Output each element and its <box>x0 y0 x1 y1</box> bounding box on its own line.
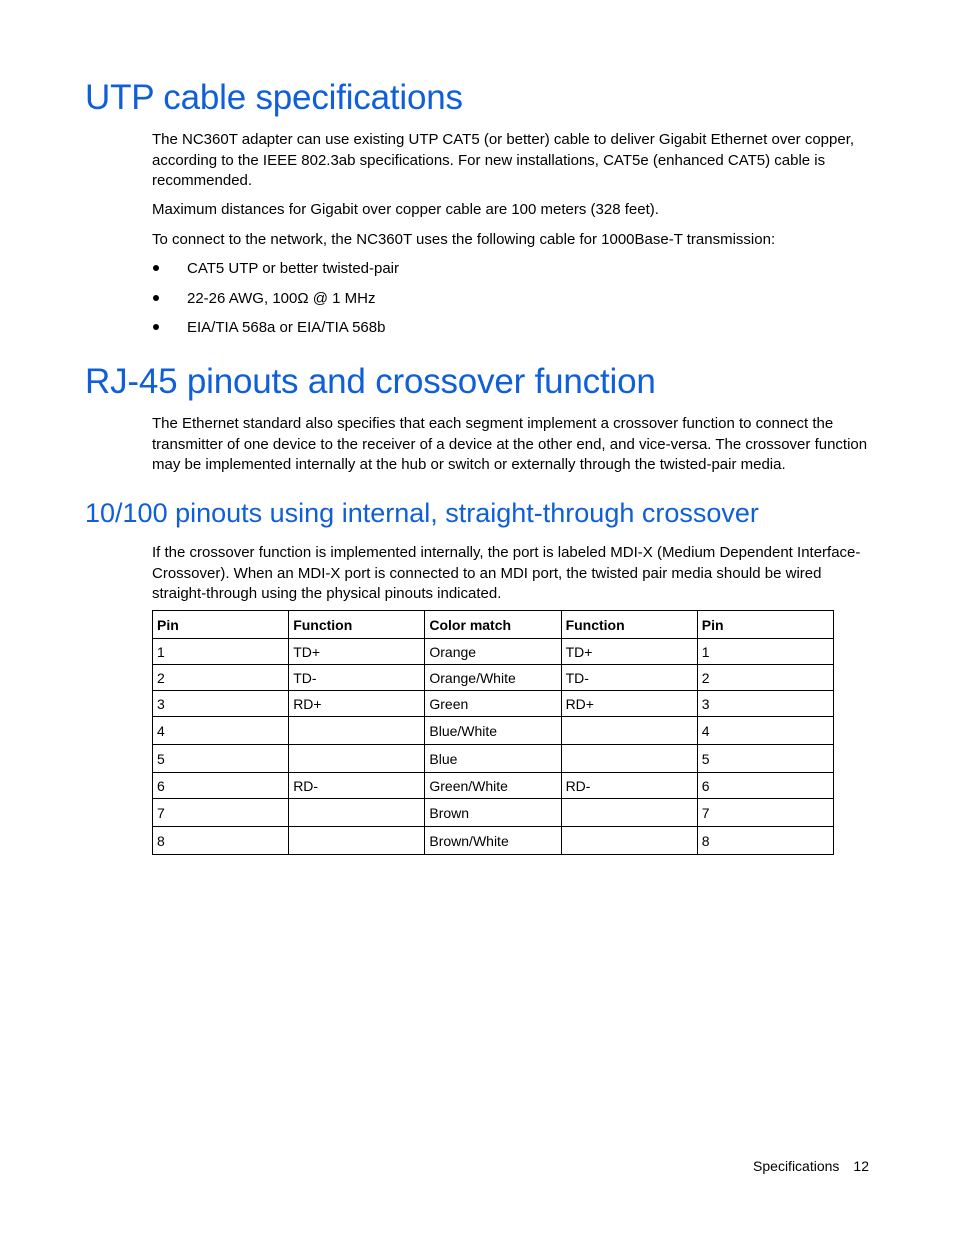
list-item <box>152 288 399 318</box>
table-cell: Green/White <box>425 773 561 799</box>
footer-section-label: Specifications <box>753 1158 840 1174</box>
bullet-icon <box>153 295 159 301</box>
table-cell: Blue/White <box>425 717 561 745</box>
table-cell <box>561 799 697 827</box>
table-row <box>153 799 834 827</box>
table-row <box>153 691 834 717</box>
column-header-function: Function <box>561 611 697 639</box>
table-cell: 7 <box>697 799 833 827</box>
list-item-text: CAT5 UTP or better twisted-pair <box>187 260 400 277</box>
table-cell <box>289 799 425 827</box>
list-item <box>152 258 399 288</box>
table-cell: TD- <box>289 665 425 691</box>
table-cell: 1 <box>697 639 833 665</box>
table-cell: 2 <box>153 665 289 691</box>
table-cell: Brown/White <box>425 827 561 855</box>
table-cell: RD- <box>561 773 697 799</box>
table-cell: 3 <box>697 691 833 717</box>
table-cell: Orange/White <box>425 665 561 691</box>
table-cell: TD+ <box>561 639 697 665</box>
page-footer <box>753 1158 869 1174</box>
list-item-text: EIA/TIA 568a or EIA/TIA 568b <box>187 319 386 336</box>
table-cell: Orange <box>425 639 561 665</box>
bullet-icon <box>153 324 159 330</box>
table-row <box>153 773 834 799</box>
table-cell: 4 <box>697 717 833 745</box>
column-header-function: Function <box>289 611 425 639</box>
table-cell <box>561 827 697 855</box>
table-row <box>153 717 834 745</box>
table-row <box>153 745 834 773</box>
pinouts-paragraph: If the crossover function is implemented internally, the port is labeled MDI-X (Medium Dependent Interface-Crossover). When an MDI-X port is connected to an MDI port, the twisted pair media should be wired straight-through using the physical pinouts indicated. <box>152 544 861 602</box>
table-cell: TD- <box>561 665 697 691</box>
list-item-text: 22-26 AWG, 100Ω @ 1 MHz <box>187 289 376 307</box>
table-cell: RD+ <box>289 691 425 717</box>
page-number: 12 <box>853 1158 869 1174</box>
pinout-table <box>152 610 834 855</box>
table-cell: 8 <box>153 827 289 855</box>
table-cell: 6 <box>153 773 289 799</box>
table-cell: Brown <box>425 799 561 827</box>
rj45-heading: RJ-45 pinouts and crossover function <box>85 362 656 401</box>
column-header-pin: Pin <box>697 611 833 639</box>
table-cell: 8 <box>697 827 833 855</box>
list-item <box>152 317 399 347</box>
utp-paragraph-2: Maximum distances for Gigabit over copper cable are 100 meters (328 feet). <box>152 201 659 218</box>
utp-heading: UTP cable specifications <box>85 78 463 117</box>
table-cell: 2 <box>697 665 833 691</box>
table-cell: 1 <box>153 639 289 665</box>
table-cell: Blue <box>425 745 561 773</box>
table-row <box>153 639 834 665</box>
table-cell: 5 <box>153 745 289 773</box>
column-header-pin: Pin <box>153 611 289 639</box>
table-cell <box>289 745 425 773</box>
table-cell: RD- <box>289 773 425 799</box>
cable-requirements-list <box>152 258 399 347</box>
table-cell: 5 <box>697 745 833 773</box>
bullet-icon <box>153 265 159 271</box>
table-cell <box>289 717 425 745</box>
table-cell <box>561 717 697 745</box>
table-header-row <box>153 611 834 639</box>
table-cell: RD+ <box>561 691 697 717</box>
table-cell: 4 <box>153 717 289 745</box>
table-cell: 6 <box>697 773 833 799</box>
table-cell: 3 <box>153 691 289 717</box>
column-header-color-match: Color match <box>425 611 561 639</box>
table-cell: 7 <box>153 799 289 827</box>
utp-paragraph-3: To connect to the network, the NC360T uses the following cable for 1000Base-T transmission: <box>152 231 776 248</box>
table-cell <box>289 827 425 855</box>
table-row <box>153 665 834 691</box>
table-row <box>153 827 834 855</box>
table-cell: TD+ <box>289 639 425 665</box>
table-cell <box>561 745 697 773</box>
table-cell: Green <box>425 691 561 717</box>
utp-paragraph-1: The NC360T adapter can use existing UTP CAT5 (or better) cable to deliver Gigabit Ethernet over copper, according to the IEEE 802.3ab specifications. For new installations, CAT5e (enhanced CAT5) cable is recommended. <box>152 131 855 189</box>
rj45-paragraph: The Ethernet standard also specifies that each segment implement a crossover function to connect the transmitter of one device to the receiver of a device at the other end, and vice-versa. The crossover function may be implemented internally at the hub or switch or externally through the twisted-pair media. <box>152 415 868 473</box>
pinouts-heading: 10/100 pinouts using internal, straight-through crossover <box>85 498 759 528</box>
